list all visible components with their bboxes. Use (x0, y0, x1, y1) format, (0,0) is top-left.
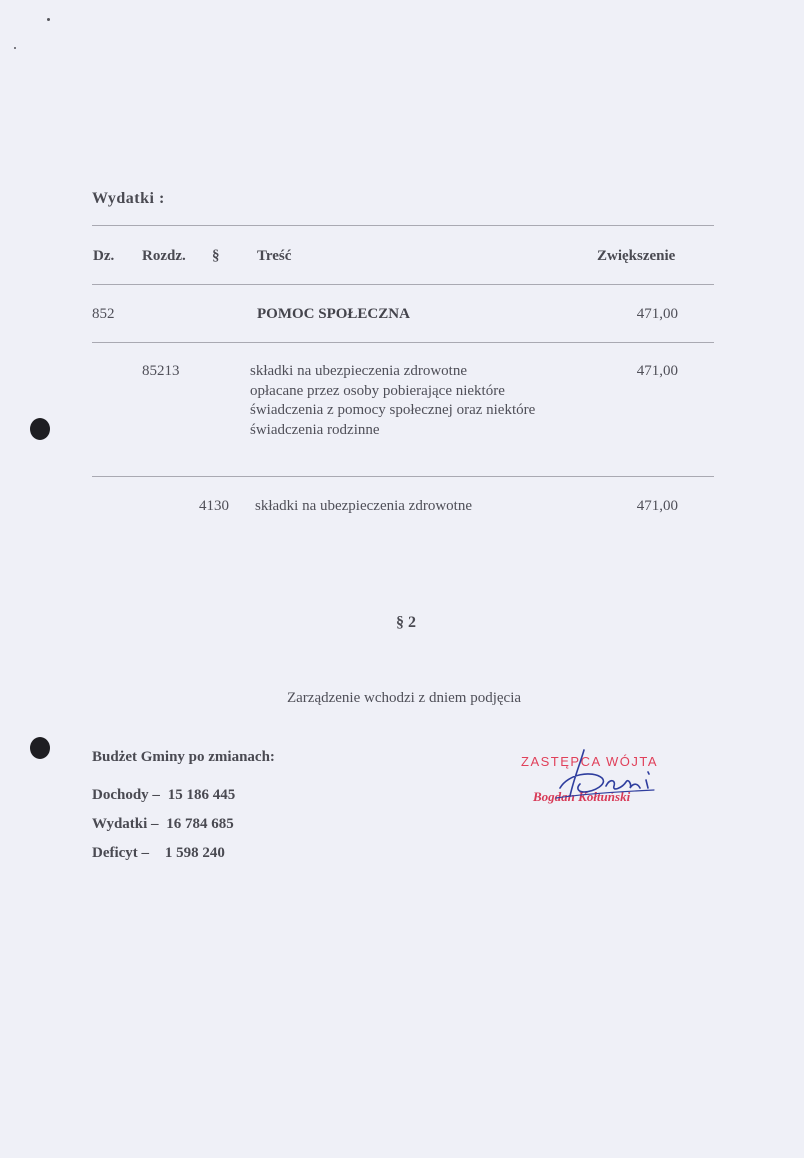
stamp-title: ZASTĘPCA WÓJTA (521, 754, 659, 769)
budget-value: 16 784 685 (166, 816, 234, 832)
paragraph-text: Zarządzenie wchodzi z dniem podjęcia (286, 690, 522, 706)
row-tresc-line: świadczenia rodzinne (250, 421, 380, 438)
header-zwiekszenie: Zwiększenie (597, 248, 676, 264)
row-paragraph: 4130 (199, 498, 229, 514)
row-zwiekszenie: 471,00 (636, 306, 678, 322)
row-tresc: składki na ubezpieczenia zdrowotne (255, 498, 472, 514)
signature-icon (522, 744, 672, 814)
row-zwiekszenie: 471,00 (636, 363, 678, 379)
table-header-rule (92, 284, 714, 285)
header-dz: Dz. (93, 248, 115, 264)
header-rozdz: Rozdz. (142, 248, 186, 264)
punch-hole (30, 418, 50, 440)
row-tresc: POMOC SPOŁECZNA (257, 306, 410, 322)
budget-line-expenses (92, 816, 234, 833)
paragraph-heading: § 2 (396, 614, 416, 631)
header-paragraph: § (212, 248, 220, 264)
table-row-rule (92, 342, 714, 343)
scan-speck (14, 47, 16, 49)
row-tresc-line: opłacane przez osoby pobierające niektóre (250, 382, 505, 399)
budget-label: Deficyt – (92, 845, 150, 861)
scan-speck (47, 18, 50, 21)
table-row-rule (92, 476, 714, 477)
row-tresc-line: świadczenia z pomocy społecznej oraz niektóre (250, 402, 536, 418)
table-top-rule (92, 225, 714, 226)
header-tresc: Treść (257, 248, 292, 264)
budget-label: Wydatki – (92, 816, 159, 832)
budget-title: Budżet Gminy po zmianach: (92, 749, 275, 765)
row-dz: 852 (92, 306, 115, 322)
budget-line-deficit (92, 845, 225, 862)
stamp-name: Bogdan Kołtuński (533, 789, 631, 804)
section-title: Wydatki : (92, 190, 165, 207)
punch-hole (30, 737, 50, 759)
budget-value: 1 598 240 (164, 845, 225, 861)
row-rozdz: 85213 (142, 363, 180, 379)
budget-line-income (92, 787, 235, 804)
budget-value: 15 186 445 (167, 787, 236, 803)
row-tresc (250, 362, 590, 440)
row-zwiekszenie: 471,00 (636, 498, 678, 514)
row-tresc-line: składki na ubezpieczenia zdrowotne (250, 363, 467, 379)
budget-label: Dochody – (92, 787, 160, 803)
